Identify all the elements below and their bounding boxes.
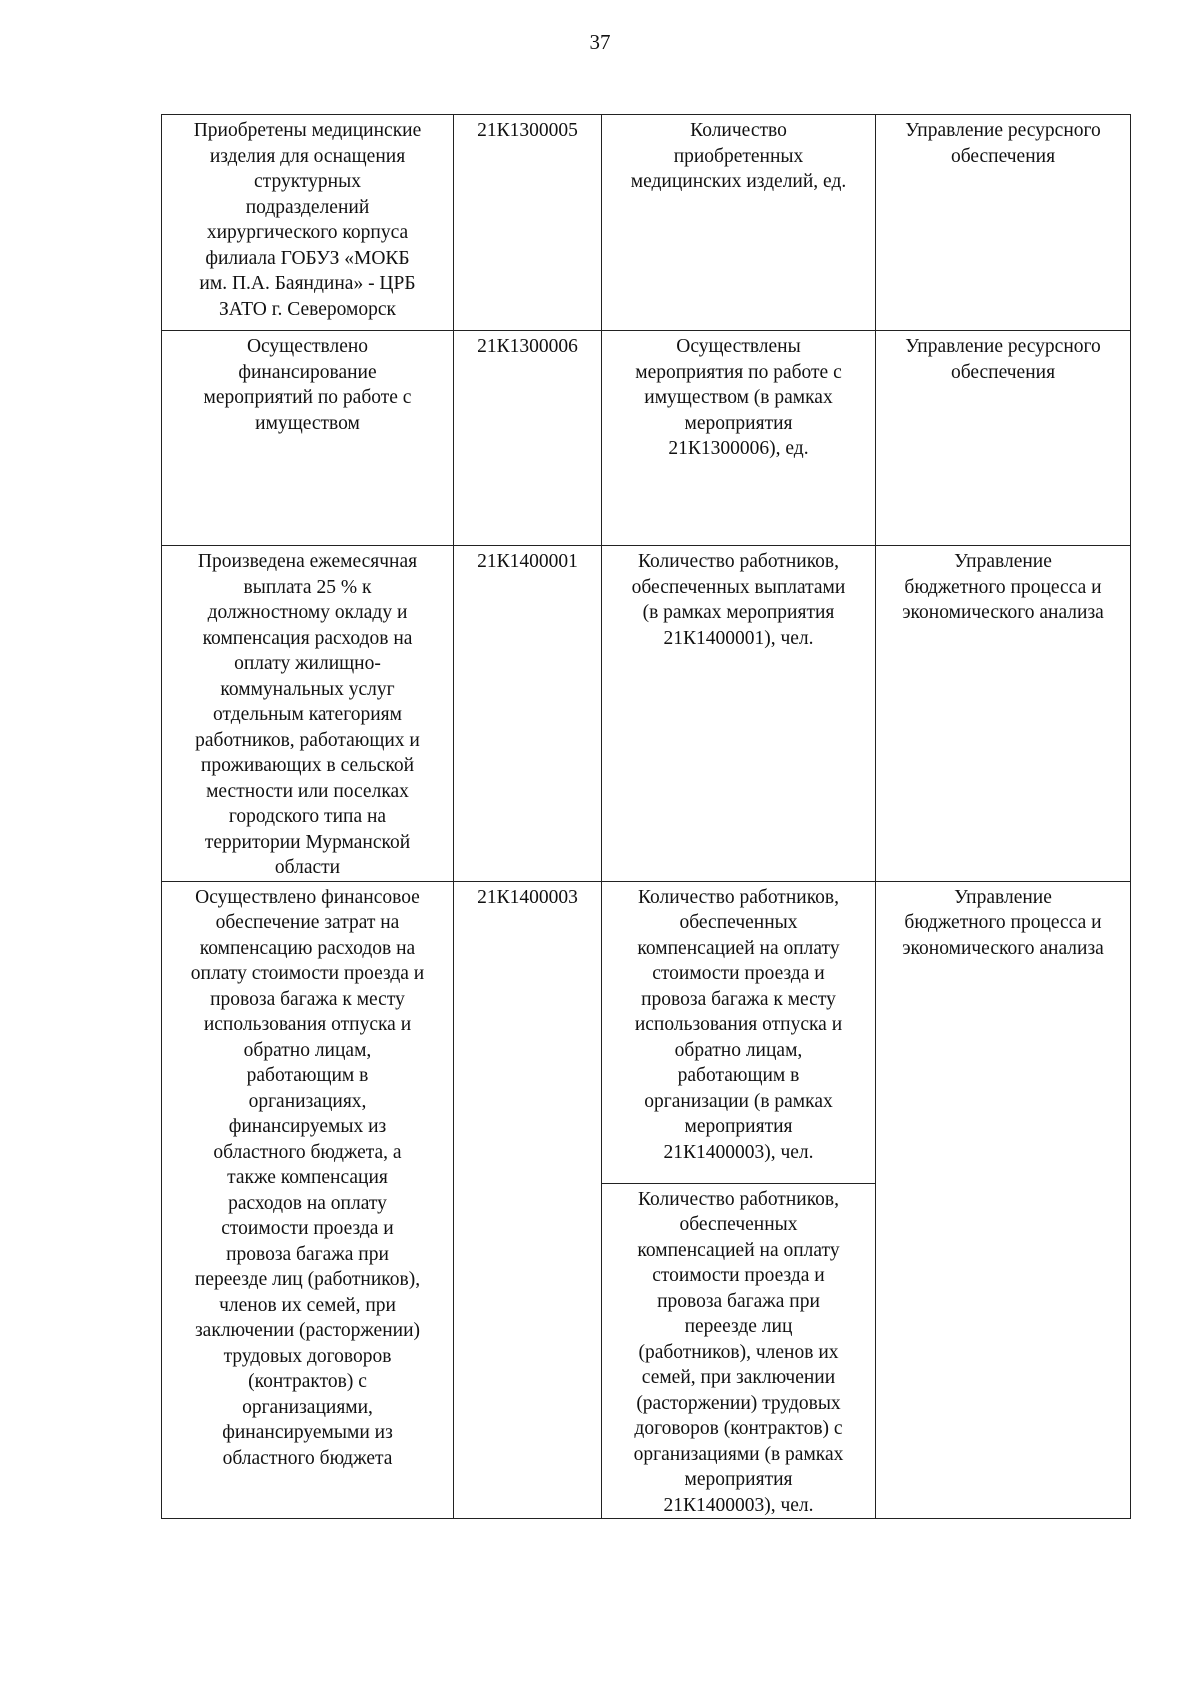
responsible-cell: Управление бюджетного процесса и экономического анализа [876,546,1131,882]
result-cell: Осуществлено финансирование мероприятий по работе с имуществом [162,331,454,546]
code-cell: 21К1400003 [454,881,602,1519]
measures-table [161,114,1131,1519]
indicator-cell: Осуществлены мероприятия по работе с имуществом (в рамках мероприятия 21К1300006), ед. [602,331,876,546]
table-row [162,881,1131,1183]
table-row [162,331,1131,546]
responsible-cell: Управление ресурсного обеспечения [876,115,1131,331]
responsible-cell: Управление бюджетного процесса и экономического анализа [876,881,1131,1519]
code-cell: 21К1400001 [454,546,602,882]
indicator-cell: Количество работников, обеспеченных компенсацией на оплату стоимости проезда и провоза багажа при переезде лиц (работников), членов их семей, при заключении (расторжении) трудовых договоров (контрактов) с организациями (в рамках мероприятия 21К1400003), чел. [602,1183,876,1519]
table-row [162,546,1131,882]
page-number: 37 [589,30,611,54]
table-row [162,115,1131,331]
indicator-cell: Количество приобретенных медицинских изделий, ед. [602,115,876,331]
responsible-cell: Управление ресурсного обеспечения [876,331,1131,546]
code-cell: 21К1300006 [454,331,602,546]
result-cell: Произведена ежемесячная выплата 25 % к должностному окладу и компенсация расходов на оплату жилищно- коммунальных услуг отдельным категориям работников, работающих и проживающих в сельской местности или поселках городского типа на территории Мурманской области [162,546,454,882]
result-cell: Приобретены медицинские изделия для оснащения структурных подразделений хирургического корпуса филиала ГОБУЗ «МОКБ им. П.А. Баяндина» - ЦРБ ЗАТО г. Североморск [162,115,454,331]
indicator-cell: Количество работников, обеспеченных выплатами (в рамках мероприятия 21К1400001), чел. [602,546,876,882]
code-cell: 21К1300005 [454,115,602,331]
result-cell: Осуществлено финансовое обеспечение затрат на компенсацию расходов на оплату стоимости проезда и провоза багажа к месту использования отпуска и обратно лицам, работающим в организациях, финансируемых из областного бюджета, а также компенсация расходов на оплату стоимости проезда и провоза багажа при переезде лиц (работников), членов их семей, при заключении (расторжении) трудовых договоров (контрактов) с организациями, финансируемыми из областного бюджета [162,881,454,1519]
indicator-cell: Количество работников, обеспеченных компенсацией на оплату стоимости проезда и провоза багажа к месту использования отпуска и обратно лицам, работающим в организации (в рамках мероприятия 21К1400003), чел. [602,881,876,1183]
